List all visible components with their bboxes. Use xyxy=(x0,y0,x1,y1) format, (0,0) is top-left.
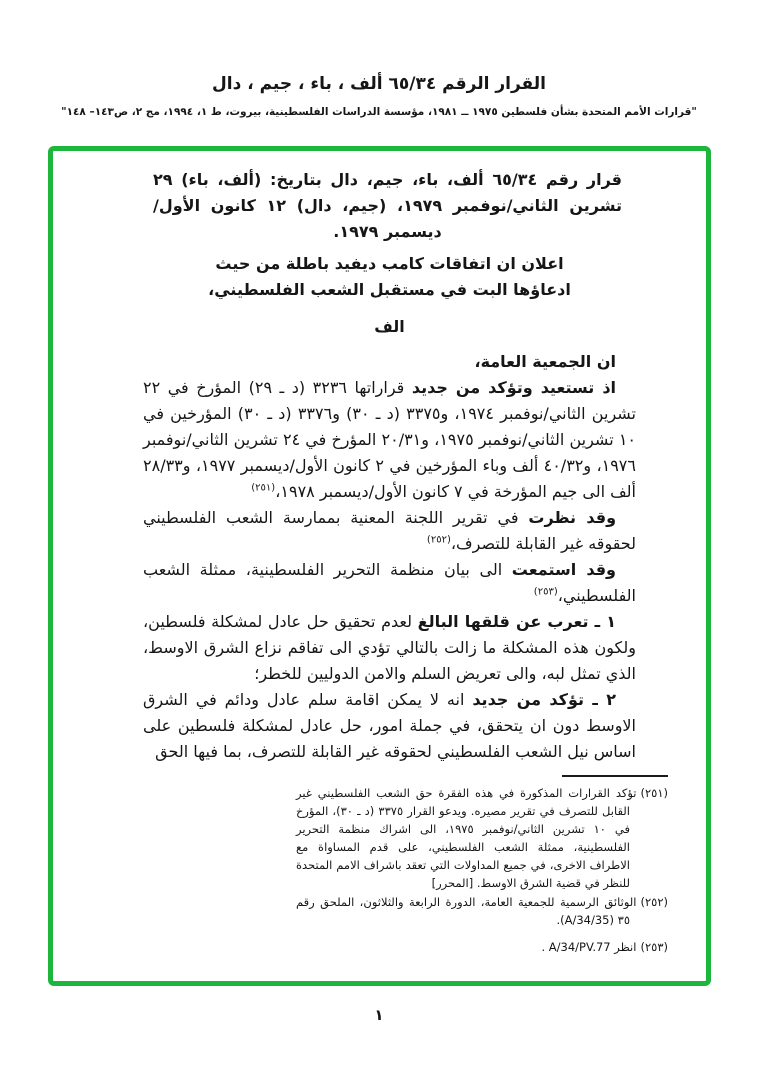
source-citation: "قرارات الأمم المتحدة بشأن فلسطين ١٩٧٥ ــ ١٩٨١، مؤسسة الدراسات الفلسطينية، بيروت، ط ١، ١٩٩٤، مج ٢، ص١٤٣– ١٤٨" xyxy=(61,106,697,118)
paragraph-text: لعدم تحقيق حل عادل لمشكلة فلسطين، ولكون هذه المشكلة ما زالت بالتالي تؤدي الى تفاقم نزاع الشرق الاوسط، الذي تمثل لبه، والى تعريض السلم والامن الدوليين للخطر؛ xyxy=(143,612,636,683)
subject-line-2: ادعاؤها البت في مستقبل الشعب الفلسطيني، xyxy=(208,280,571,299)
footnote-ref-253: (٢٥٣) xyxy=(533,586,558,598)
footnote-ref-251: (٢٥١) xyxy=(251,482,276,494)
footnotes-block xyxy=(296,775,668,956)
paragraph-lead: ٢ ـ تؤكد من جديد xyxy=(472,690,617,709)
page-title: القرار الرقم ٦٥/٣٤ ألف ، باء ، جيم ، دال xyxy=(212,74,546,94)
footnote-252 xyxy=(296,893,668,929)
footnote-text: تؤكد القرارات المذكورة في هذه الفقرة حق الشعب الفلسطيني غير القابل للتصرف في تقرير مصيره. ويدعو القرار ٣٣٧٥ (د ـ ٣٠)، المؤرخ في ١٠ تشرين الثاني/نوفمبر ١٩٧٥، الى اشراك منظمة التحرير الفلسطينية، ممثلة الشعب الفلسطيني، على قدم المساواة مع الاطراف الاخرى، في جميع المداولات التي تعقد باشراف الامم المتحدة للنظر في قضية الشرق الاوسط. [المحرر] xyxy=(296,786,637,890)
footnote-253 xyxy=(310,938,668,956)
footnote-marker: (٢٥٢) xyxy=(640,895,668,909)
resolution-heading: قرار رقم ٦٥/٣٤ ألف، باء، جيم، دال بتاريخ: (ألف، باء) ٢٩ تشرين الثاني/نوفمبر ١٩٧٩، (جيم، دال) ١٢ كانون الأول/ديسمبر ١٩٧٩. xyxy=(153,170,623,241)
footnote-marker: (٢٥٣) xyxy=(640,940,668,954)
paragraph-lead: وقد نظرت xyxy=(528,508,617,527)
paragraph-lead: اذ تستعيد وتؤكد من جديد xyxy=(411,378,617,397)
operative-paragraph-1 xyxy=(143,609,636,687)
paragraph-text: في تقرير اللجنة المعنية بممارسة الشعب الفلسطيني لحقوقه غير القابلة للتصرف، xyxy=(143,508,636,553)
footnote-text: الوثائق الرسمية للجمعية العامة، الدورة الرابعة والثلاثون، الملحق رقم ٣٥ (A/34/35). xyxy=(296,895,637,927)
footnote-separator-line xyxy=(562,775,668,777)
page-number: ١ xyxy=(374,1006,384,1024)
preamble-paragraph-considered xyxy=(143,505,636,557)
footnote-marker: (٢٥١) xyxy=(640,786,668,800)
subject-line-1: اعلان ان اتفاقات كامب ديفيد باطلة من حيث xyxy=(215,254,564,273)
preamble-paragraph-heard xyxy=(143,557,636,609)
operative-paragraph-2 xyxy=(143,687,636,765)
footnote-text: انظر A/34/PV.77 . xyxy=(541,940,637,954)
section-heading-alef: الف xyxy=(374,317,405,336)
preamble-paragraph-recalling xyxy=(143,375,636,505)
paragraph-lead: ١ ـ تعرب عن قلقها البالغ xyxy=(417,612,616,631)
paragraph-lead: وقد استمعت xyxy=(511,560,617,579)
paragraph-text: الى بيان منظمة التحرير الفلسطينية، ممثلة الشعب الفلسطيني، xyxy=(143,560,636,605)
preamble-intro: ان الجمعية العامة، xyxy=(474,352,616,371)
paragraph-text: قراراتها ٣٢٣٦ (د ـ ٢٩) المؤرخ في ٢٢ تشرين الثاني/نوفمبر ١٩٧٤، و٣٣٧٥ (د ـ ٣٠) و٣٣٧٦ (د ـ ٣٠) المؤرخين في ١٠ تشرين الثاني/نوفمبر ١٩٧٥، و٢٠/٣١ المؤرخ في ٢٤ تشرين الثاني/نوفمبر ١٩٧٦، و٤٠/٣٢ ألف وباء المؤرخين في ٢ كانون الأول/ديسمبر ١٩٧٧، و٢٨/٣٣ ألف الى جيم المؤرخة في ٧ كانون الأول/ديسمبر ١٩٧٨، xyxy=(143,378,636,501)
footnote-ref-252: (٢٥٢) xyxy=(426,534,451,546)
footnote-251 xyxy=(296,784,668,892)
paragraph-text: انه لا يمكن اقامة سلم عادل ودائم في الشرق الاوسط دون ان يتحقق، في جملة امور، حل عادل لمشكلة فلسطين على اساس نيل الشعب الفلسطيني لحقوقه غير القابلة للتصرف، بما فيها الحق xyxy=(143,690,636,761)
resolution-frame xyxy=(48,146,711,986)
